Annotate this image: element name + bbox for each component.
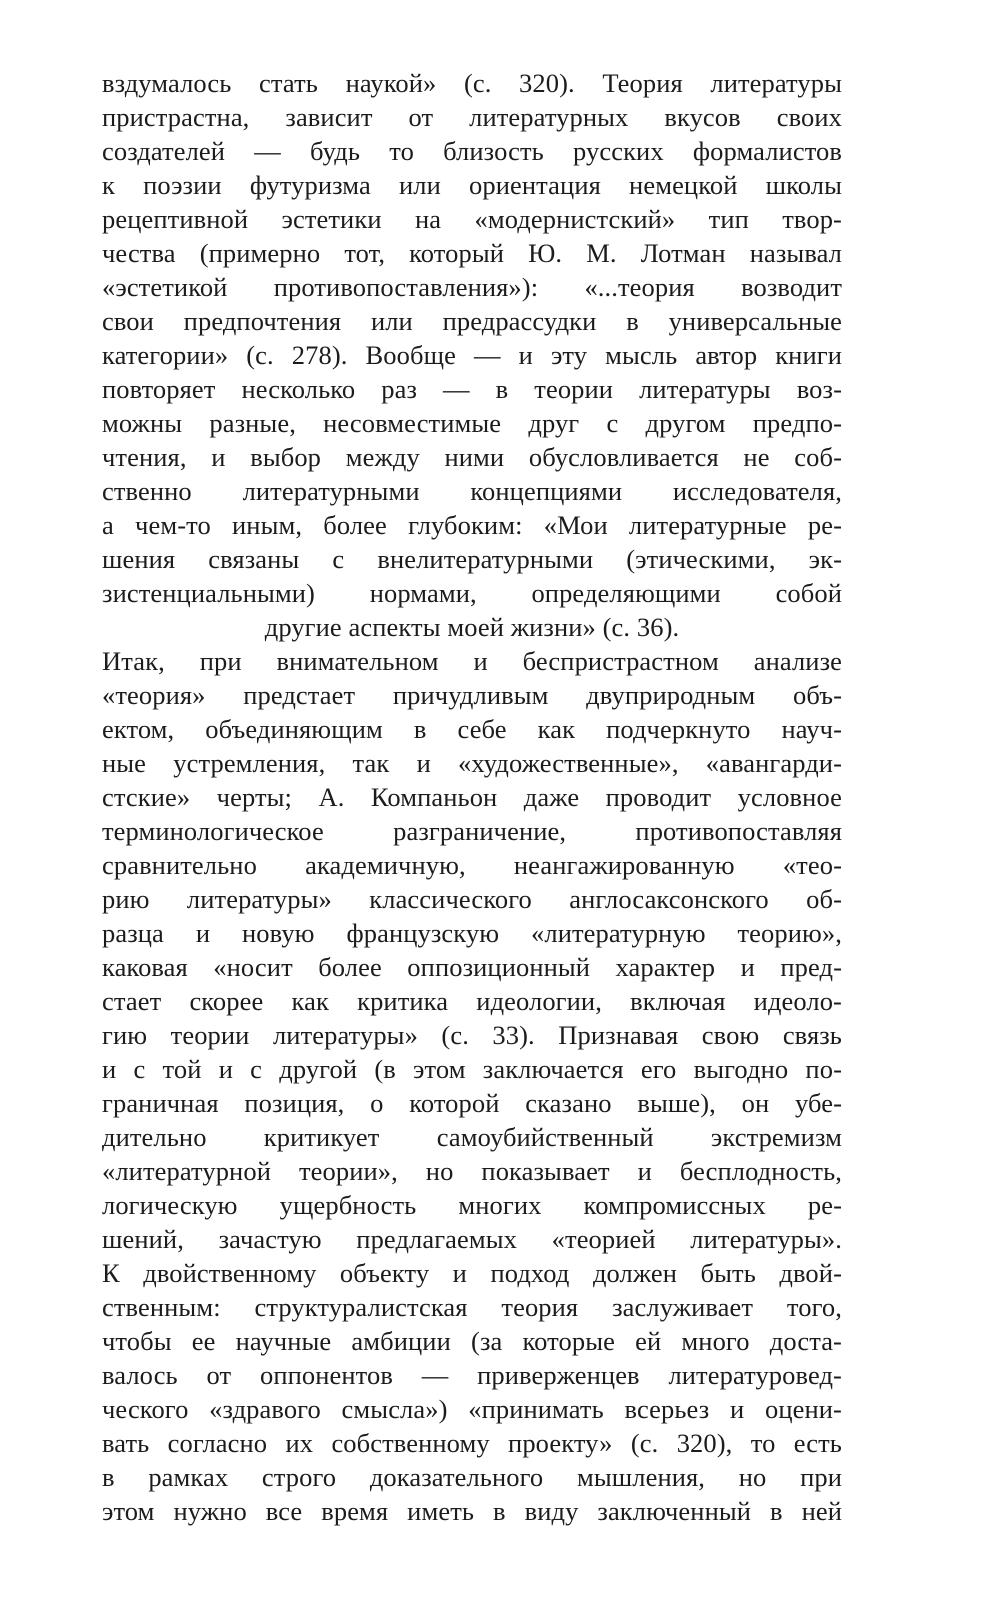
text-line: стские» черты; А. Компаньон даже проводит условное [102, 782, 842, 812]
text-line: ные устремления, так и «художественные», «авангарди- [102, 748, 842, 778]
text-line: в рамках строго доказательного мышления, но при [102, 1462, 842, 1492]
text-line: «эстетикой противопоставления»): «...теория возводит [102, 272, 842, 302]
text-line: чества (примерно тот, который Ю. М. Лотман называл [102, 238, 842, 268]
text-line: категории» (с. 278). Вообще — и эту мысль автор книги [102, 340, 842, 370]
text-line: а чем-то иным, более глубоким: «Мои литературные ре- [102, 510, 842, 540]
paragraph-end-line: другие аспекты моей жизни» (с. 36). [264, 612, 680, 642]
text-line: можны разные, несовместимые друг с другом предпо- [102, 408, 842, 438]
text-line: зистенциальными) нормами, определяющими собой [102, 578, 842, 608]
text-line: граничная позиция, о которой сказано выше), он убе- [102, 1088, 842, 1118]
text-line: чтобы ее научные амбиции (за которые ей много доста- [102, 1326, 842, 1356]
text-line: и с той и с другой (в этом заключается его выгодно по- [102, 1054, 842, 1084]
text-line: логическую ущербность многих компромиссных ре- [102, 1190, 842, 1220]
text-line: валось от оппонентов — приверженцев литературовед- [102, 1360, 842, 1390]
text-line: сравнительно академичную, неангажированную «тео- [102, 850, 842, 880]
text-line: вздумалось стать наукой» (с. 320). Теория литературы [102, 68, 842, 98]
text-line: Итак, при внимательном и беспристрастном анализе [102, 646, 842, 676]
text-line: гию теории литературы» (с. 33). Признавая свою связь [102, 1020, 842, 1050]
text-line: повторяет несколько раз — в теории литературы воз- [102, 374, 842, 404]
text-line: рию литературы» классического англосаксонского об- [102, 884, 842, 914]
text-line: создателей — будь то близость русских формалистов [102, 136, 842, 166]
text-line: шений, зачастую предлагаемых «теорией литературы». [102, 1224, 842, 1254]
text-line: К двойственному объекту и подход должен быть двой- [102, 1258, 842, 1288]
text-line: терминологическое разграничение, противопоставляя [102, 816, 842, 846]
text-line: ческого «здравого смысла») «принимать всерьез и оцени- [102, 1394, 842, 1424]
text-line: чтения, и выбор между ними обусловливается не соб- [102, 442, 842, 472]
text-line: «теория» предстает причудливым двуприродным объ- [102, 680, 842, 710]
text-line: ектом, объединяющим в себе как подчеркнуто науч- [102, 714, 842, 744]
text-line: «литературной теории», но показывает и бесплодность, [102, 1156, 842, 1186]
text-line: вать согласно их собственному проекту» (с. 320), то есть [102, 1428, 842, 1458]
text-line: этом нужно все время иметь в виду заключенный в ней [102, 1496, 842, 1526]
text-line: дительно критикует самоубийственный экстремизм [102, 1122, 842, 1152]
text-line: пристрастна, зависит от литературных вкусов своих [102, 102, 842, 132]
text-line: к поэзии футуризма или ориентация немецкой школы [102, 170, 842, 200]
text-line: свои предпочтения или предрассудки в универсальные [102, 306, 842, 336]
text-line: разца и новую французскую «литературную теорию», [102, 918, 842, 948]
body-text [102, 66, 842, 1528]
text-line: стает скорее как критика идеологии, включая идеоло- [102, 986, 842, 1016]
text-line: рецептивной эстетики на «модернистский» тип твор- [102, 204, 842, 234]
text-line: ственно литературными концепциями исследователя, [102, 476, 842, 506]
text-line: каковая «носит более оппозиционный характер и пред- [102, 952, 842, 982]
text-line: ственным: структуралистская теория заслуживает того, [102, 1292, 842, 1322]
text-line: шения связаны с внелитературными (этическими, эк- [102, 544, 842, 574]
